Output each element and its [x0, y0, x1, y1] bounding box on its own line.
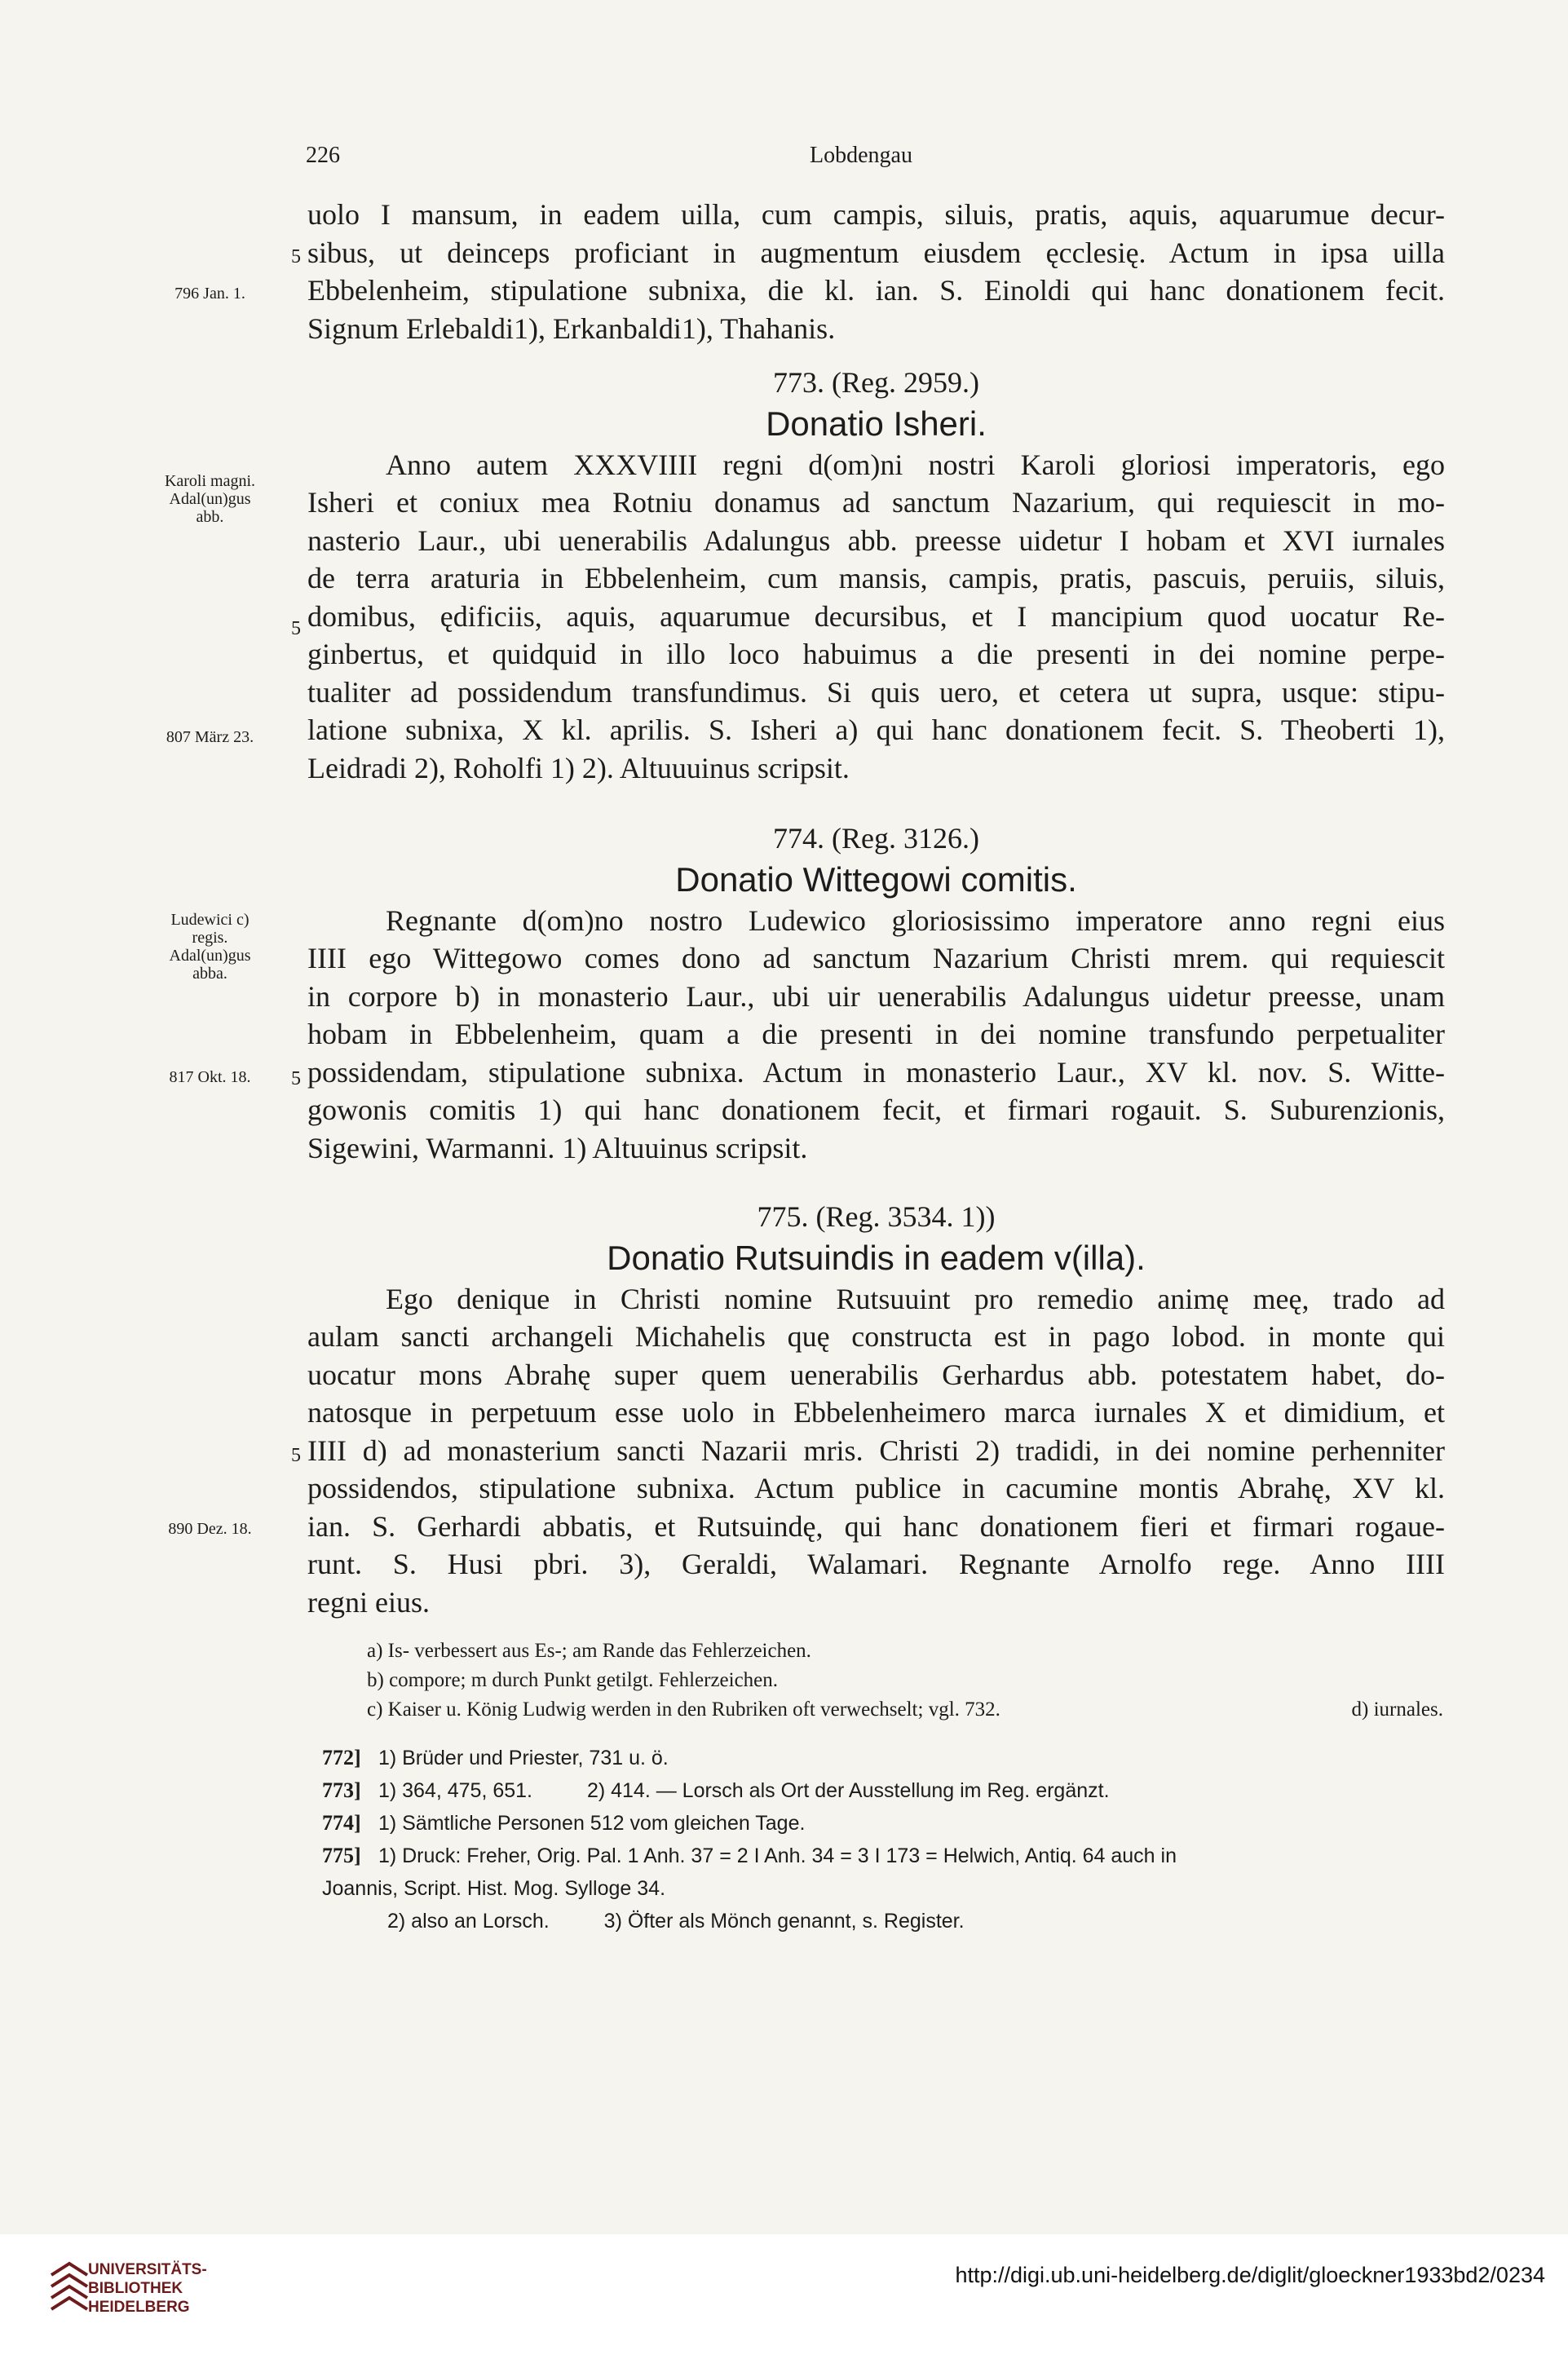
text-line: tualiter ad possidendum transfundimus. Si quis uero, et cetera ut supra, usque: stipu- — [307, 675, 1445, 709]
footnote: b) compore; m durch Punkt getilgt. Fehlerzeichen. — [367, 1669, 779, 1691]
line-number: 5 — [291, 246, 301, 267]
margin-line: Adal(un)gus — [169, 947, 251, 965]
note-text: 2) also an Lorsch. — [387, 1910, 550, 1933]
text-line: regni eius. — [307, 1585, 430, 1619]
note-text: 1) 364, 475, 651. — [378, 1779, 532, 1802]
text-line: natosque in perpetuum esse uolo in Ebbelenheimero marca iurnales X et dimidium, et — [307, 1396, 1445, 1429]
critical-footnotes — [367, 1637, 1443, 1725]
margin-date-817: 817 Okt. 18. — [169, 1068, 251, 1086]
text-line: aulam sancti archangeli Michahelis quę constructa est in pago lobod. in monte qui — [307, 1320, 1445, 1353]
text-line: Ebbelenheim, stipulatione subnixa, die kl. ian. S. Einoldi qui hanc donationem fecit. — [307, 274, 1445, 307]
note-ref: 774] — [322, 1811, 361, 1835]
text-line: gowonis comitis 1) qui hanc donationem fecit, et firmari rogauit. S. Suburenzionis, — [307, 1093, 1445, 1126]
text-line: sibus, ut deinceps proficiant in augmentum eiusdem ęcclesię. Actum in ipsa uilla — [307, 236, 1445, 269]
charter-reg: 775. (Reg. 3534. 1)) — [757, 1200, 996, 1233]
text-line: domibus, ędificiis, aquis, aquarumue decursibus, et I mancipium quod uocatur Re- — [307, 599, 1445, 633]
note-text: 1) Sämtliche Personen 512 vom gleichen Tage. — [378, 1812, 806, 1835]
charter-773 — [307, 364, 1445, 787]
running-title: Lobdengau — [810, 143, 912, 168]
line-number: 5 — [291, 1068, 301, 1089]
margin-line: Karoli magni. — [164, 472, 256, 490]
text-line: IIII ego Wittegowo comes dono ad sanctum Nazarium Christi mrem. qui requiescit — [307, 942, 1445, 974]
text-line: runt. S. Husi pbri. 3), Geraldi, Walamari. Regnante Arnolfo rege. Anno IIII — [307, 1548, 1445, 1580]
charter-reg: 773. (Reg. 2959.) — [773, 366, 979, 399]
text-line: latione subnixa, X kl. aprilis. S. Isheri a) qui hanc donationem fecit. S. Theoberti 1), — [307, 713, 1445, 746]
library-logo-icon — [45, 2259, 94, 2320]
charter-775 — [307, 1198, 1445, 1621]
editorial-note — [322, 1807, 1447, 1840]
margin-line: Adal(un)gus — [169, 490, 251, 508]
text-line: in corpore b) in monasterio Laur., ubi uir uenerabilis Adalungus uidetur preesse, unam — [307, 979, 1445, 1013]
text-line: de terra araturia in Ebbelenheim, cum mansis, campis, pratis, pascuis, peruiis, siluis, — [307, 562, 1445, 594]
editorial-note — [322, 1872, 1447, 1905]
text-line: uocatur mons Abrahę super quem uenerabilis Gerhardus abb. potestatem habet, do- — [307, 1358, 1445, 1391]
text-line: nasterio Laur., ubi uenerabilis Adalungus abb. preesse uidetur I hobam et XVI iurnales — [307, 523, 1445, 557]
charter-title: Donatio Wittegowi comitis. — [675, 859, 1077, 899]
text-line: Isheri et coniux mea Rotniu donamus ad sanctum Nazarium, qui requiescit in mo- — [307, 486, 1445, 519]
margin-date-807: 807 März 23. — [166, 728, 254, 746]
text-line: ian. S. Gerhardi abbatis, et Rutsuindę, qui hanc donationem fieri et firmari rogaue- — [307, 1509, 1445, 1543]
text-line: ginbertus, et quidquid in illo loco habuimus a die presenti in dei nomine perpe- — [307, 638, 1445, 670]
charter-title: Donatio Rutsuindis in eadem v(illa). — [607, 1238, 1146, 1277]
text-line: Anno autem XXXVIIII regni d(om)ni nostri Karoli gloriosi imperatoris, ego — [386, 448, 1445, 481]
note-text: 1) Brüder und Priester, 731 u. ö. — [378, 1747, 669, 1769]
text-line: Leidradi 2), Roholfi 1) 2). Altuuuinus scripsit. — [307, 751, 850, 784]
line-number: 5 — [291, 1445, 301, 1466]
editorial-note — [322, 1742, 1447, 1774]
text-line: Signum Erlebaldi1), Erkanbaldi1), Thahanis. — [307, 311, 836, 345]
text-line: Ego denique in Christi nomine Rutsuuint pro remedio animę meę, trado ad — [386, 1282, 1445, 1315]
library-name — [88, 2260, 207, 2317]
library-name-line: BIBLIOTHEK — [88, 2280, 183, 2297]
margin-date-796: 796 Jan. 1. — [174, 285, 245, 303]
note-ref: 773] — [322, 1778, 361, 1802]
margin-line: Ludewici c) — [170, 911, 250, 929]
line-number: 5 — [291, 618, 301, 639]
margin-note-karoli — [143, 472, 277, 526]
footnote-text: c) Kaiser u. König Ludwig werden in den Rubriken oft verwechselt; vgl. 732. — [367, 1699, 1000, 1721]
editorial-notes — [322, 1742, 1447, 1937]
permalink-url[interactable]: http://digi.ub.uni-heidelberg.de/diglit/gloeckner1933bd2/0234 — [955, 2263, 1545, 2287]
library-name-line: HEIDELBERG — [88, 2299, 190, 2316]
note-text: 1) Druck: Freher, Orig. Pal. 1 Anh. 37 = 2 I Anh. 34 = 3 I 173 = Helwich, Antiq. 64 auch in — [378, 1844, 1177, 1867]
note-text: 2) 414. — Lorsch als Ort der Ausstellung im Reg. ergänzt. — [586, 1779, 1110, 1802]
page-number: 226 — [306, 143, 340, 168]
text-line: hobam in Ebbelenheim, quam a die presenti in dei nomine transfundo perpetualiter — [307, 1018, 1445, 1050]
footnote: a) Is- verbessert aus Es-; am Rande das Fehlerzeichen. — [367, 1640, 811, 1662]
margin-line: regis. — [192, 929, 228, 947]
footnote-text: d) iurnales. — [1351, 1699, 1443, 1721]
margin-note-ludewici — [143, 911, 277, 983]
margin-date-890: 890 Dez. 18. — [168, 1520, 252, 1538]
text-line: uolo I mansum, in eadem uilla, cum campis, siluis, pratis, aquis, aquarumue decur- — [307, 198, 1445, 231]
text-line: possidendam, stipulatione subnixa. Actum in monasterio Laur., XV kl. nov. S. Witte- — [307, 1055, 1445, 1089]
text-line: Sigewini, Warmanni. 1) Altuuinus scripsit. — [307, 1131, 808, 1164]
charter-774 — [307, 819, 1445, 1167]
charter-reg: 774. (Reg. 3126.) — [773, 822, 979, 855]
text-line: Regnante d(om)no nostro Ludewico gloriosissimo imperatore anno regni eius — [386, 903, 1445, 937]
text-line: possidendos, stipulatione subnixa. Actum publice in cacumine montis Abrahę, XV kl. — [307, 1472, 1445, 1504]
paragraph-continuation — [307, 196, 1445, 347]
charter-title: Donatio Isheri. — [766, 404, 987, 443]
note-ref: 775] — [322, 1844, 361, 1867]
text-line: IIII d) ad monasterium sancti Nazarii mris. Christi 2) tradidi, in dei nomine perhenniter — [307, 1434, 1445, 1467]
footer-bar — [0, 2234, 1568, 2359]
note-text: Joannis, Script. Hist. Mog. Sylloge 34. — [322, 1877, 666, 1900]
margin-line: abb. — [196, 508, 224, 526]
library-name-line: UNIVERSITÄTS- — [88, 2261, 207, 2278]
note-text: 3) Öfter als Mönch genannt, s. Register. — [603, 1910, 965, 1933]
editorial-note — [322, 1840, 1447, 1872]
footnote — [367, 1695, 1443, 1725]
editorial-note — [322, 1905, 1447, 1937]
editorial-note — [322, 1774, 1447, 1807]
note-ref: 772] — [322, 1746, 361, 1769]
margin-line: abba. — [192, 965, 227, 983]
